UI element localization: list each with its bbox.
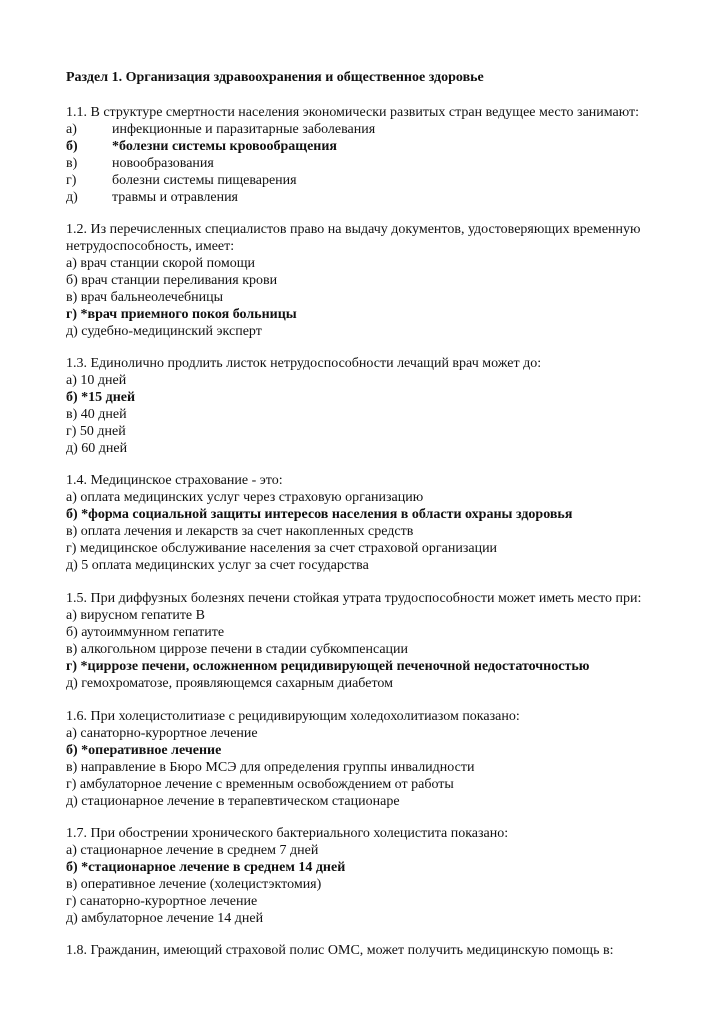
correct-answer-option: г) *циррозе печени, осложненном рецидивирующей печеночной недостаточностью bbox=[66, 659, 590, 674]
answer-option: д) 60 дней bbox=[66, 441, 128, 456]
answer-option: г) 50 дней bbox=[66, 424, 126, 439]
answer-option: а) инфекционные и паразитарные заболевания bbox=[66, 122, 376, 137]
answer-option: д) амбулаторное лечение 14 дней bbox=[66, 911, 264, 926]
answer-option: в) оплата лечения и лекарств за счет накопленных средств bbox=[66, 524, 414, 539]
correct-answer-option: б) *оперативное лечение bbox=[66, 743, 222, 758]
answer-option: в) направление в Бюро МСЭ для определения группы инвалидности bbox=[66, 760, 475, 775]
answer-option: б) аутоиммунном гепатите bbox=[66, 625, 225, 640]
question-text: 1.1. В структуре смертности населения экономически развитых стран ведущее место занимают: bbox=[66, 105, 640, 120]
question-1-2 bbox=[66, 221, 686, 340]
question-text: 1.7. При обострении хронического бактериального холецистита показано: bbox=[66, 826, 509, 841]
question-1-8 bbox=[66, 942, 686, 959]
answer-option: д) судебно-медицинский эксперт bbox=[66, 324, 262, 339]
answer-option: а) оплата медицинских услуг через страховую организацию bbox=[66, 490, 424, 505]
correct-answer-option: г) *врач приемного покоя больницы bbox=[66, 307, 297, 322]
correct-answer-option: б) *15 дней bbox=[66, 390, 136, 405]
answer-option: г) медицинское обслуживание населения за счет страховой организации bbox=[66, 541, 498, 556]
question-text: 1.4. Медицинское страхование - это: bbox=[66, 473, 283, 488]
correct-answer-option: б) *болезни системы кровообращения bbox=[66, 139, 338, 154]
answer-option: в) новообразования bbox=[66, 156, 214, 171]
answer-option: в) алкогольном циррозе печени в стадии субкомпенсации bbox=[66, 642, 409, 657]
answer-option: в) оперативное лечение (холецистэктомия) bbox=[66, 877, 322, 892]
question-1-6 bbox=[66, 708, 686, 810]
section-title: Раздел 1. Организация здравоохранения и общественное здоровье bbox=[66, 70, 484, 85]
correct-answer-option: б) *форма социальной защиты интересов населения в области охраны здоровья bbox=[66, 507, 573, 522]
answer-option: в) 40 дней bbox=[66, 407, 127, 422]
answer-option: а) вирусном гепатите В bbox=[66, 608, 205, 623]
question-1-1 bbox=[66, 104, 686, 206]
answer-option: г) амбулаторное лечение с временным освобождением от работы bbox=[66, 777, 454, 792]
answer-option: а) стационарное лечение в среднем 7 дней bbox=[66, 843, 319, 858]
answer-option: а) санаторно-курортное лечение bbox=[66, 726, 258, 741]
answer-option: б) врач станции переливания крови bbox=[66, 273, 278, 288]
answer-option: г) болезни системы пищеварения bbox=[66, 173, 297, 188]
correct-answer-option: б) *стационарное лечение в среднем 14 дней bbox=[66, 860, 346, 875]
answer-option: д) гемохроматозе, проявляющемся сахарным диабетом bbox=[66, 676, 393, 691]
answer-option: д) травмы и отравления bbox=[66, 190, 238, 205]
question-text: 1.6. При холецистолитиазе с рецидивирующим холедохолитиазом показано: bbox=[66, 709, 520, 724]
answer-option: г) санаторно-курортное лечение bbox=[66, 894, 258, 909]
question-1-7 bbox=[66, 825, 686, 927]
answer-option: в) врач бальнеолечебницы bbox=[66, 290, 224, 305]
question-1-4 bbox=[66, 472, 686, 574]
answer-option: а) 10 дней bbox=[66, 373, 127, 388]
question-text: 1.5. При диффузных болезнях печени стойкая утрата трудоспособности может иметь место при: bbox=[66, 591, 642, 606]
answer-option: д) 5 оплата медицинских услуг за счет государства bbox=[66, 558, 369, 573]
answer-option: д) стационарное лечение в терапевтическом стационаре bbox=[66, 794, 400, 809]
question-1-3 bbox=[66, 355, 686, 457]
answer-option: а) врач станции скорой помощи bbox=[66, 256, 256, 271]
question-text: 1.3. Единолично продлить листок нетрудоспособности лечащий врач может до: bbox=[66, 356, 542, 371]
question-1-5 bbox=[66, 590, 686, 692]
question-text: 1.2. Из перечисленных специалистов право на выдачу документов, удостоверяющих временную нетрудоспособность, имеет: bbox=[66, 222, 641, 254]
question-text: 1.8. Гражданин, имеющий страховой полис ОМС, может получить медицинскую помощь в: bbox=[66, 943, 614, 958]
